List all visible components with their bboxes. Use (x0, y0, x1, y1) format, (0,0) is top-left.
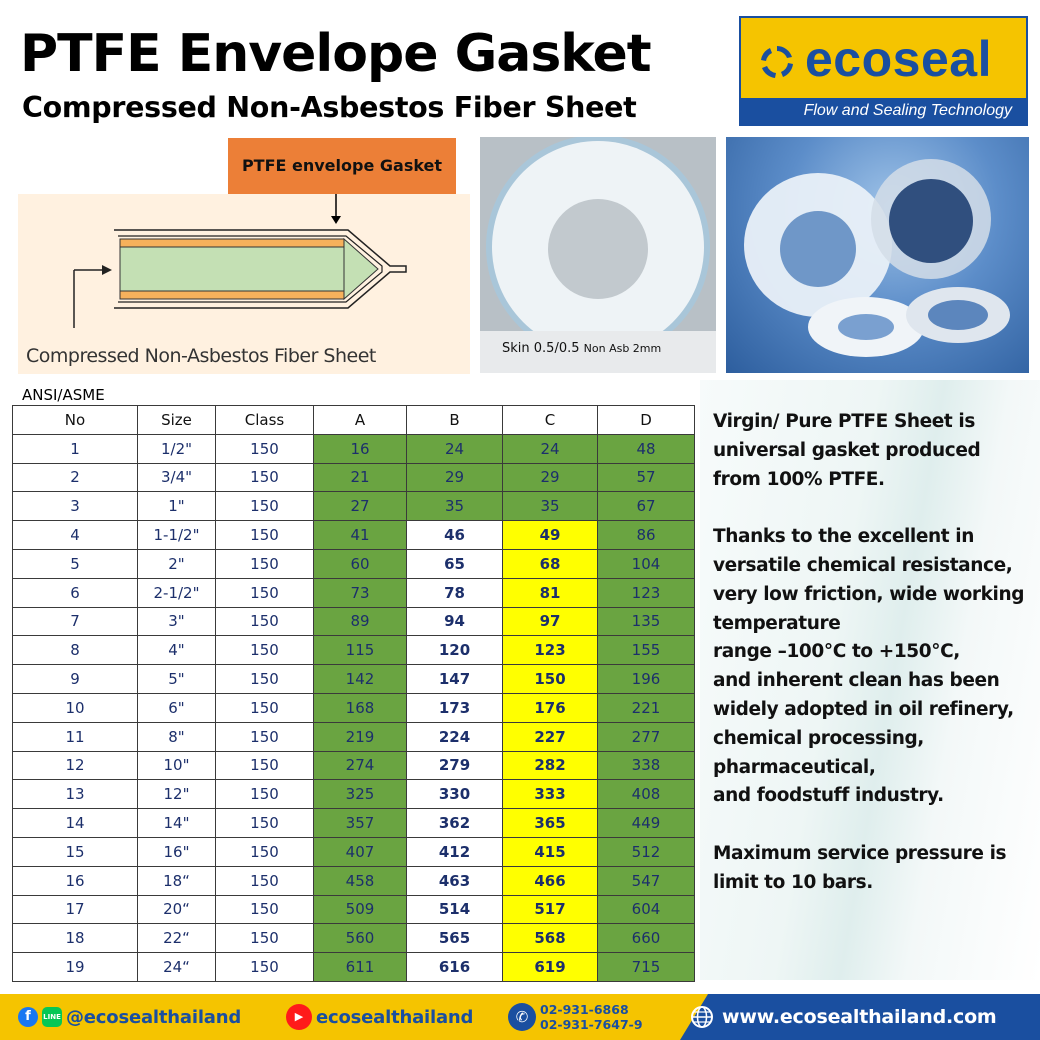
table-cell-class: 150 (216, 895, 314, 924)
table-cell-a: 115 (314, 636, 407, 665)
table-cell-no: 3 (13, 492, 138, 521)
table-row (13, 636, 695, 665)
table-cell-c: 68 (503, 549, 598, 578)
table-cell-d: 512 (598, 837, 695, 866)
table-row (13, 953, 695, 982)
table-cell-no: 13 (13, 780, 138, 809)
table-cell-a: 274 (314, 751, 407, 780)
table-cell-d: 715 (598, 953, 695, 982)
table-row (13, 780, 695, 809)
table-cell-no: 5 (13, 549, 138, 578)
gasket-product-photo (726, 137, 1029, 373)
table-cell-a: 168 (314, 693, 407, 722)
table-cell-size: 24“ (138, 953, 216, 982)
table-cell-a: 89 (314, 607, 407, 636)
table-cell-a: 16 (314, 434, 407, 463)
table-cell-d: 67 (598, 492, 695, 521)
table-row (13, 895, 695, 924)
table-cell-a: 560 (314, 924, 407, 953)
table-cell-no: 18 (13, 924, 138, 953)
logo-tagline: Flow and Sealing Technology (741, 98, 1026, 124)
table-cell-c: 517 (503, 895, 598, 924)
table-header-row (13, 406, 695, 435)
table-cell-d: 408 (598, 780, 695, 809)
table-cell-size: 3" (138, 607, 216, 636)
facebook-icon: f (18, 1007, 38, 1027)
table-cell-size: 10" (138, 751, 216, 780)
table-cell-class: 150 (216, 665, 314, 694)
table-cell-c: 282 (503, 751, 598, 780)
table-cell-no: 2 (13, 463, 138, 492)
table-cell-d: 196 (598, 665, 695, 694)
table-cell-size: 18“ (138, 866, 216, 895)
phone-number-2: 02-931-7647-9 (540, 1017, 643, 1032)
table-cell-no: 6 (13, 578, 138, 607)
table-row (13, 751, 695, 780)
table-cell-a: 142 (314, 665, 407, 694)
description-pressure: Maximum service pressure is limit to 10 bars. (713, 842, 1007, 893)
table-row (13, 722, 695, 751)
table-cell-b: 514 (407, 895, 503, 924)
table-cell-size: 12" (138, 780, 216, 809)
table-row (13, 924, 695, 953)
table-cell-no: 9 (13, 665, 138, 694)
table-row (13, 492, 695, 521)
table-row (13, 578, 695, 607)
column-header-size: Size (138, 406, 216, 435)
table-cell-c: 24 (503, 434, 598, 463)
line-icon: LINE (42, 1007, 62, 1027)
table-cell-d: 57 (598, 463, 695, 492)
table-cell-d: 547 (598, 866, 695, 895)
table-cell-no: 1 (13, 434, 138, 463)
table-cell-c: 619 (503, 953, 598, 982)
table-cell-no: 12 (13, 751, 138, 780)
table-cell-size: 4" (138, 636, 216, 665)
table-cell-c: 466 (503, 866, 598, 895)
gasket-cross-section-diagram (18, 138, 470, 374)
table-cell-a: 60 (314, 549, 407, 578)
table-cell-b: 330 (407, 780, 503, 809)
table-cell-a: 27 (314, 492, 407, 521)
table-cell-b: 120 (407, 636, 503, 665)
table-cell-c: 123 (503, 636, 598, 665)
phone-number-1: 02-931-6868 (540, 1002, 629, 1017)
table-cell-class: 150 (216, 809, 314, 838)
table-cell-no: 16 (13, 866, 138, 895)
table-cell-class: 150 (216, 780, 314, 809)
table-cell-b: 173 (407, 693, 503, 722)
table-cell-no: 8 (13, 636, 138, 665)
table-cell-class: 150 (216, 607, 314, 636)
table-cell-b: 279 (407, 751, 503, 780)
footer-youtube[interactable] (286, 994, 473, 1040)
table-cell-no: 10 (13, 693, 138, 722)
table-cell-size: 5" (138, 665, 216, 694)
footer-bar (0, 994, 1040, 1040)
table-cell-c: 568 (503, 924, 598, 953)
table-cell-d: 660 (598, 924, 695, 953)
recycle-arrows-icon (755, 40, 799, 84)
table-cell-c: 365 (503, 809, 598, 838)
column-header-no: No (13, 406, 138, 435)
table-cell-size: 16" (138, 837, 216, 866)
table-cell-a: 21 (314, 463, 407, 492)
table-cell-c: 81 (503, 578, 598, 607)
table-row (13, 549, 695, 578)
table-cell-a: 611 (314, 953, 407, 982)
table-cell-no: 7 (13, 607, 138, 636)
table-cell-d: 449 (598, 809, 695, 838)
table-row (13, 809, 695, 838)
table-cell-size: 1/2" (138, 434, 216, 463)
table-cell-c: 150 (503, 665, 598, 694)
table-cell-class: 150 (216, 837, 314, 866)
table-cell-d: 123 (598, 578, 695, 607)
phone-icon: ✆ (508, 1003, 536, 1031)
table-cell-class: 150 (216, 463, 314, 492)
table-cell-b: 46 (407, 521, 503, 550)
gasket-dimension-table (12, 405, 695, 982)
table-cell-class: 150 (216, 434, 314, 463)
description-features: Thanks to the excellent in versatile chemical resistance, very low friction, wide working temperature range –100°C to +150°C, and inherent clean has been widely adopted in oil refinery, chemical processing, pharmaceutical, and foodstuff industry. (713, 526, 1025, 807)
description-intro: Virgin/ Pure PTFE Sheet is universal gasket produced from 100% PTFE. (713, 411, 981, 490)
table-cell-b: 29 (407, 463, 503, 492)
table-cell-b: 463 (407, 866, 503, 895)
table-cell-b: 24 (407, 434, 503, 463)
table-cell-size: 20“ (138, 895, 216, 924)
table-cell-d: 604 (598, 895, 695, 924)
table-cell-class: 150 (216, 953, 314, 982)
youtube-icon: ▶ (286, 1004, 312, 1030)
youtube-handle: ecosealthailand (316, 1006, 474, 1028)
table-cell-a: 219 (314, 722, 407, 751)
table-body (13, 434, 695, 981)
table-cell-d: 48 (598, 434, 695, 463)
table-cell-b: 565 (407, 924, 503, 953)
table-cell-c: 97 (503, 607, 598, 636)
table-cell-no: 4 (13, 521, 138, 550)
table-cell-class: 150 (216, 521, 314, 550)
table-cell-class: 150 (216, 722, 314, 751)
table-cell-c: 49 (503, 521, 598, 550)
table-cell-size: 3/4" (138, 463, 216, 492)
table-cell-c: 35 (503, 492, 598, 521)
table-cell-size: 22“ (138, 924, 216, 953)
table-cell-c: 29 (503, 463, 598, 492)
table-row (13, 837, 695, 866)
table-cell-a: 509 (314, 895, 407, 924)
table-cell-b: 616 (407, 953, 503, 982)
table-cell-size: 2-1/2" (138, 578, 216, 607)
table-row (13, 607, 695, 636)
table-cell-no: 14 (13, 809, 138, 838)
table-cell-a: 41 (314, 521, 407, 550)
column-header-class: Class (216, 406, 314, 435)
logo-wordmark: ecoseal (805, 31, 992, 87)
table-cell-d: 338 (598, 751, 695, 780)
table-cell-size: 6" (138, 693, 216, 722)
table-cell-class: 150 (216, 636, 314, 665)
footer-website[interactable] (690, 994, 997, 1040)
callout-label: PTFE envelope Gasket (228, 138, 456, 194)
table-cell-a: 357 (314, 809, 407, 838)
table-cell-no: 19 (13, 953, 138, 982)
table-cell-d: 86 (598, 521, 695, 550)
table-cell-no: 11 (13, 722, 138, 751)
table-cell-class: 150 (216, 578, 314, 607)
table-cell-c: 415 (503, 837, 598, 866)
social-handle: @ecosealthailand (66, 1006, 242, 1028)
gasket-ring-image (480, 137, 716, 373)
table-cell-size: 1" (138, 492, 216, 521)
table-row (13, 434, 695, 463)
table-cell-b: 78 (407, 578, 503, 607)
table-cell-size: 14" (138, 809, 216, 838)
table-cell-b: 147 (407, 665, 503, 694)
table-cell-a: 73 (314, 578, 407, 607)
standard-label: ANSI/ASME (22, 386, 105, 404)
footer-phone[interactable] (508, 994, 643, 1040)
table-cell-size: 2" (138, 549, 216, 578)
table-cell-d: 221 (598, 693, 695, 722)
table-row (13, 866, 695, 895)
table-cell-a: 325 (314, 780, 407, 809)
table-cell-d: 155 (598, 636, 695, 665)
table-row (13, 693, 695, 722)
ecoseal-logo (739, 16, 1028, 126)
table-row (13, 521, 695, 550)
table-cell-c: 333 (503, 780, 598, 809)
table-row (13, 463, 695, 492)
table-cell-d: 135 (598, 607, 695, 636)
photo-caption: Skin 0.5/0.5 Non Asb 2mm (502, 341, 662, 356)
gasket-photo-skin (480, 137, 716, 373)
table-cell-class: 150 (216, 866, 314, 895)
footer-social[interactable] (18, 994, 241, 1040)
table-cell-d: 104 (598, 549, 695, 578)
column-header-c: C (503, 406, 598, 435)
table-cell-b: 362 (407, 809, 503, 838)
table-cell-c: 227 (503, 722, 598, 751)
diagram-caption: Compressed Non-Asbestos Fiber Sheet (26, 345, 376, 367)
table-cell-size: 1-1/2" (138, 521, 216, 550)
table-cell-class: 150 (216, 492, 314, 521)
table-cell-size: 8" (138, 722, 216, 751)
table-cell-class: 150 (216, 924, 314, 953)
table-cell-b: 94 (407, 607, 503, 636)
column-header-b: B (407, 406, 503, 435)
table-cell-class: 150 (216, 549, 314, 578)
column-header-a: A (314, 406, 407, 435)
table-cell-b: 412 (407, 837, 503, 866)
table-cell-a: 407 (314, 837, 407, 866)
table-cell-b: 65 (407, 549, 503, 578)
table-cell-class: 150 (216, 693, 314, 722)
website-url: www.ecosealthailand.com (722, 1006, 997, 1028)
page-title: PTFE Envelope Gasket (20, 24, 651, 84)
table-cell-no: 15 (13, 837, 138, 866)
table-cell-a: 458 (314, 866, 407, 895)
table-row (13, 665, 695, 694)
table-cell-b: 35 (407, 492, 503, 521)
table-cell-class: 150 (216, 751, 314, 780)
page-subtitle: Compressed Non-Asbestos Fiber Sheet (22, 91, 637, 124)
globe-icon (690, 1005, 714, 1029)
table-cell-c: 176 (503, 693, 598, 722)
table-cell-no: 17 (13, 895, 138, 924)
cross-section-drawing (18, 138, 470, 374)
product-description (713, 408, 1033, 926)
table-cell-d: 277 (598, 722, 695, 751)
table-cell-b: 224 (407, 722, 503, 751)
column-header-d: D (598, 406, 695, 435)
gasket-rings-image (726, 137, 1029, 373)
